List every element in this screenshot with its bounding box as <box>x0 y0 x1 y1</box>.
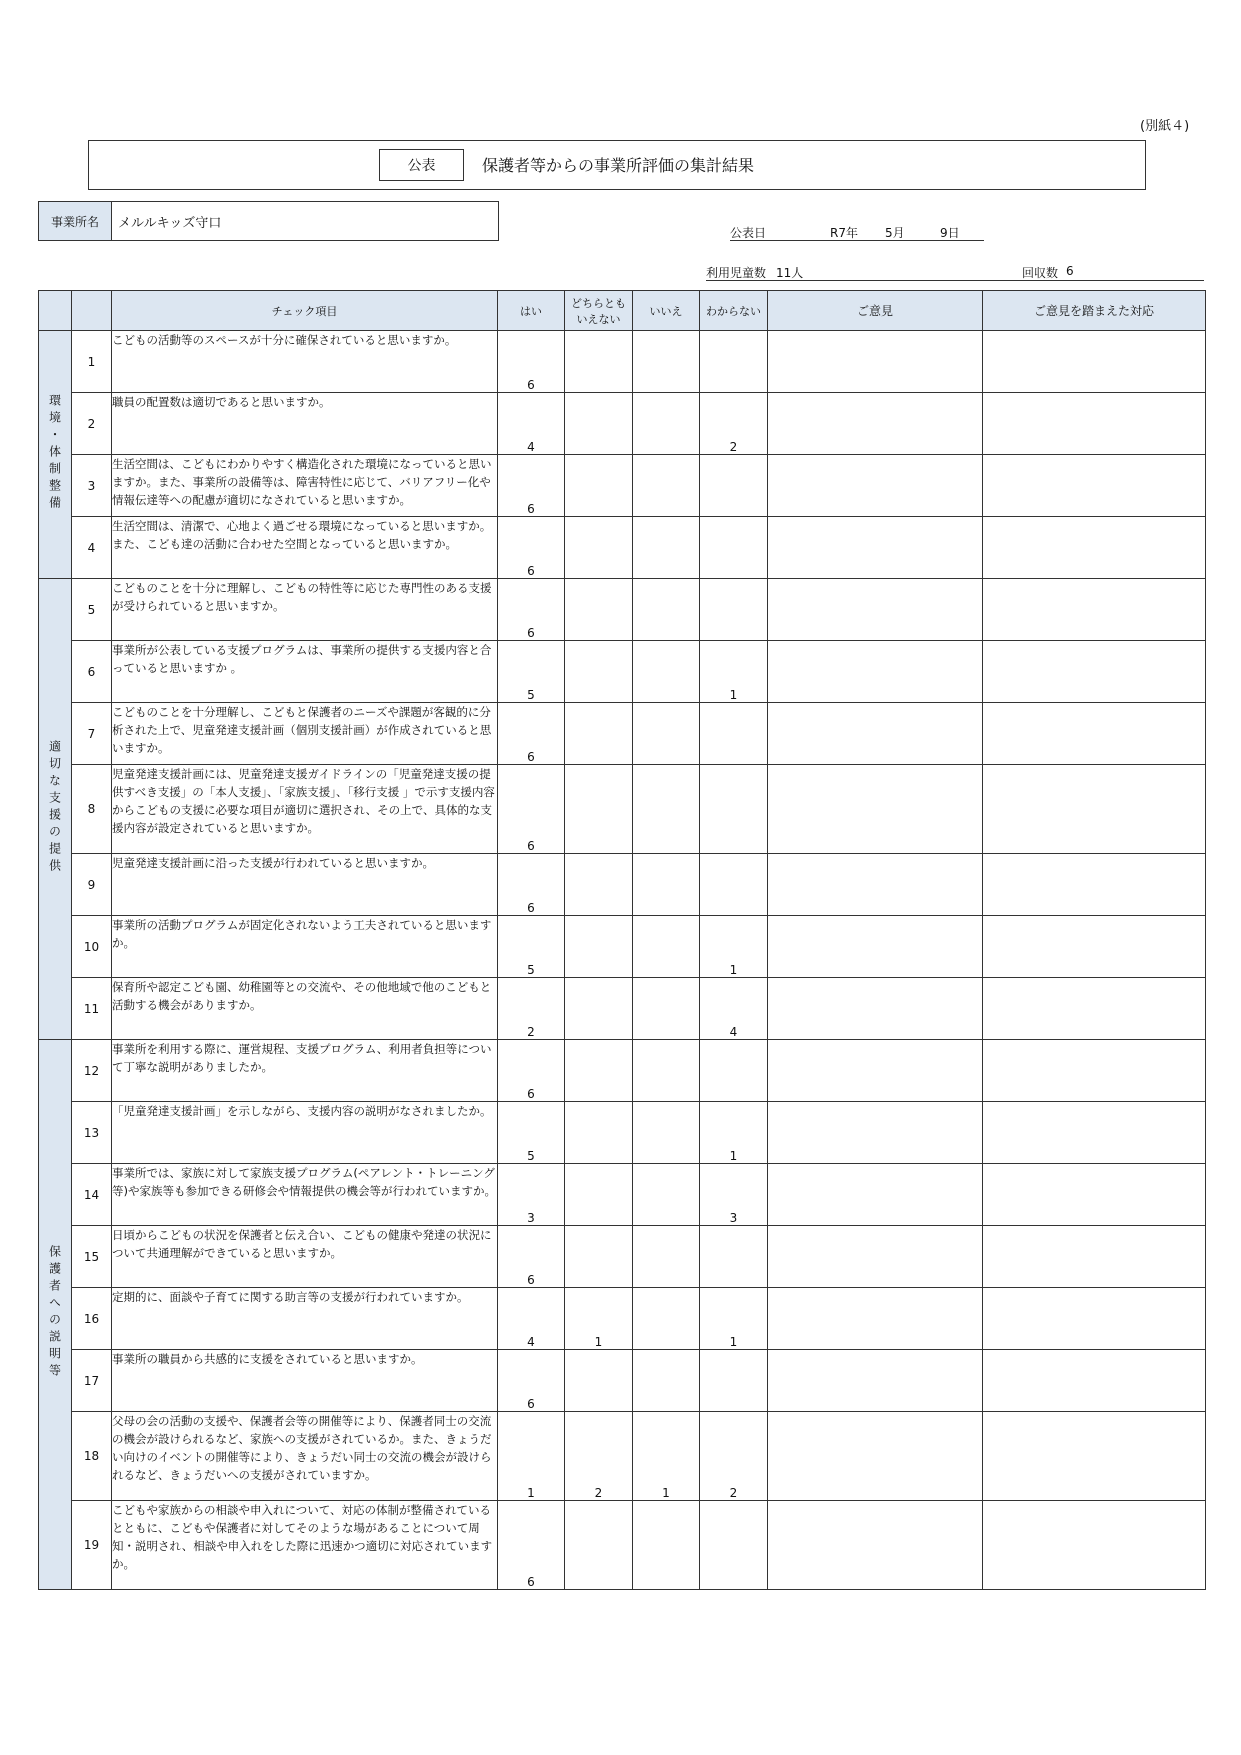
answer-no <box>633 703 700 765</box>
response-cell <box>983 1164 1206 1226</box>
answer-yes: 5 <box>498 1102 565 1164</box>
table-row <box>39 331 1206 393</box>
header-number <box>72 291 112 331</box>
category-label: 保護者への説明等 <box>47 1245 62 1381</box>
answer-unknown: 1 <box>700 1102 768 1164</box>
table-row <box>39 1288 1206 1350</box>
answer-yes: 6 <box>498 1040 565 1102</box>
answer-unknown <box>700 517 768 579</box>
answer-unknown: 3 <box>700 1164 768 1226</box>
item-number: 16 <box>72 1288 112 1350</box>
table-row <box>39 579 1206 641</box>
table-row <box>39 916 1206 978</box>
opinion-cell <box>768 1102 983 1164</box>
answer-no <box>633 1102 700 1164</box>
opinion-cell <box>768 978 983 1040</box>
answer-no <box>633 1164 700 1226</box>
answer-unknown <box>700 703 768 765</box>
item-question: 事業所を利用する際に、運営規程、支援プログラム、利用者負担等について丁寧な説明がありましたか。 <box>112 1040 498 1102</box>
answer-neutral: 1 <box>565 1288 633 1350</box>
answer-no <box>633 641 700 703</box>
header-neutral <box>565 291 633 331</box>
answer-unknown: 2 <box>700 1412 768 1501</box>
opinion-cell <box>768 517 983 579</box>
answer-unknown: 1 <box>700 916 768 978</box>
item-number: 2 <box>72 393 112 455</box>
item-question: 事業所が公表している支援プログラムは、事業所の提供する支援内容と合っていると思いますか 。 <box>112 641 498 703</box>
response-counts <box>706 262 1204 281</box>
response-cell <box>983 579 1206 641</box>
item-number: 9 <box>72 854 112 916</box>
response-cell <box>983 978 1206 1040</box>
response-cell <box>983 1040 1206 1102</box>
answer-unknown <box>700 455 768 517</box>
opinion-cell <box>768 703 983 765</box>
response-cell <box>983 455 1206 517</box>
publish-badge: 公表 <box>379 149 464 181</box>
answer-yes: 3 <box>498 1164 565 1226</box>
answer-no <box>633 331 700 393</box>
answer-no <box>633 517 700 579</box>
opinion-cell <box>768 1350 983 1412</box>
answer-yes: 6 <box>498 1350 565 1412</box>
item-number: 5 <box>72 579 112 641</box>
publication-date-year: R7年 <box>830 226 858 240</box>
answer-yes: 6 <box>498 703 565 765</box>
item-number: 15 <box>72 1226 112 1288</box>
users-count-value: 11人 <box>776 266 804 280</box>
answer-neutral <box>565 765 633 854</box>
item-question: 生活空間は、こどもにわかりやすく構造化された環境になっていると思いますか。また、事業所の設備等は、障害特性に応じて、バリアフリー化や情報伝達等への配慮が適切になされていると思いますか。 <box>112 455 498 517</box>
table-row <box>39 765 1206 854</box>
item-number: 7 <box>72 703 112 765</box>
answer-no <box>633 579 700 641</box>
response-cell <box>983 331 1206 393</box>
table-row <box>39 1412 1206 1501</box>
answer-unknown: 4 <box>700 978 768 1040</box>
answer-neutral <box>565 1350 633 1412</box>
header-no: いいえ <box>633 291 700 331</box>
opinion-cell <box>768 765 983 854</box>
answer-unknown <box>700 854 768 916</box>
answer-neutral <box>565 331 633 393</box>
item-number: 13 <box>72 1102 112 1164</box>
answer-unknown <box>700 1501 768 1590</box>
item-question: 事業所の活動プログラムが固定化されないよう工夫されていると思いますか。 <box>112 916 498 978</box>
publication-date-label: 公表日 <box>730 226 767 240</box>
answer-no <box>633 1350 700 1412</box>
response-cell <box>983 703 1206 765</box>
answer-no <box>633 1040 700 1102</box>
publication-date <box>730 222 984 241</box>
item-question: こどものことを十分理解し、こどもと保護者のニーズや課題が客観的に分析された上で、児童発達支援計画（個別支援計画）が作成されていると思いますか。 <box>112 703 498 765</box>
table-row <box>39 517 1206 579</box>
answer-yes: 6 <box>498 1501 565 1590</box>
response-cell <box>983 1102 1206 1164</box>
answer-yes: 4 <box>498 1288 565 1350</box>
table-header-row <box>39 291 1206 331</box>
table-row <box>39 1226 1206 1288</box>
answer-no <box>633 854 700 916</box>
response-cell <box>983 1288 1206 1350</box>
opinion-cell <box>768 1164 983 1226</box>
answer-neutral <box>565 517 633 579</box>
answer-unknown <box>700 1226 768 1288</box>
response-cell <box>983 765 1206 854</box>
answer-yes: 6 <box>498 854 565 916</box>
answer-yes: 6 <box>498 579 565 641</box>
answer-yes: 6 <box>498 331 565 393</box>
table-row <box>39 703 1206 765</box>
item-number: 4 <box>72 517 112 579</box>
answer-yes: 2 <box>498 978 565 1040</box>
table-row <box>39 854 1206 916</box>
item-question: 保育所や認定こども園、幼稚園等との交流や、その他地域で他のこどもと活動する機会がありますか。 <box>112 978 498 1040</box>
header-neutral-line2: いえない <box>576 312 621 326</box>
answer-neutral <box>565 579 633 641</box>
response-cell <box>983 1412 1206 1501</box>
item-number: 8 <box>72 765 112 854</box>
answer-neutral <box>565 1501 633 1590</box>
item-question: 児童発達支援計画に沿った支援が行われていると思いますか。 <box>112 854 498 916</box>
header-neutral-line1: どちらとも <box>571 296 626 310</box>
item-question: 事業所では、家族に対して家族支援プログラム(ペアレント・トレーニング等)や家族等も参加できる研修会や情報提供の機会等が行われていますか。 <box>112 1164 498 1226</box>
office-name-box <box>38 201 499 241</box>
office-name-label: 事業所名 <box>39 202 112 240</box>
item-question: 定期的に、面談や子育てに関する助言等の支援が行われていますか。 <box>112 1288 498 1350</box>
answer-neutral: 2 <box>565 1412 633 1501</box>
publication-date-month: 5月 <box>885 226 905 240</box>
opinion-cell <box>768 854 983 916</box>
returned-count-value: 6 <box>1066 264 1074 278</box>
opinion-cell <box>768 1288 983 1350</box>
response-cell <box>983 517 1206 579</box>
office-name-value: メルルキッズ守口 <box>118 215 222 231</box>
response-cell <box>983 1226 1206 1288</box>
table-row <box>39 1040 1206 1102</box>
table-row <box>39 1164 1206 1226</box>
answer-yes: 1 <box>498 1412 565 1501</box>
item-question: 日頃からこどもの状況を保護者と伝え合い、こどもの健康や発達の状況について共通理解ができていると思いますか。 <box>112 1226 498 1288</box>
opinion-cell <box>768 1501 983 1590</box>
answer-yes: 6 <box>498 455 565 517</box>
response-cell <box>983 1350 1206 1412</box>
opinion-cell <box>768 1040 983 1102</box>
item-number: 19 <box>72 1501 112 1590</box>
answer-no <box>633 455 700 517</box>
item-number: 10 <box>72 916 112 978</box>
opinion-cell <box>768 1226 983 1288</box>
table-row <box>39 641 1206 703</box>
answer-no: 1 <box>633 1412 700 1501</box>
item-number: 17 <box>72 1350 112 1412</box>
header-category <box>39 291 72 331</box>
answer-unknown <box>700 765 768 854</box>
opinion-cell <box>768 455 983 517</box>
item-number: 14 <box>72 1164 112 1226</box>
opinion-cell <box>768 579 983 641</box>
category-label: 環境・体制整備 <box>47 393 62 513</box>
opinion-cell <box>768 331 983 393</box>
answer-neutral <box>565 703 633 765</box>
page-title: 保護者等からの事業所評価の集計結果 <box>482 156 755 175</box>
answer-neutral <box>565 1226 633 1288</box>
returned-count-label: 回収数 <box>1022 266 1059 280</box>
answer-no <box>633 765 700 854</box>
answer-neutral <box>565 916 633 978</box>
response-cell <box>983 641 1206 703</box>
item-question: 生活空間は、清潔で、心地よく過ごせる環境になっていると思いますか。また、こども達の活動に合わせた空間となっていると思いますか。 <box>112 517 498 579</box>
evaluation-table <box>38 290 1206 1590</box>
answer-neutral <box>565 455 633 517</box>
users-count-label: 利用児童数 <box>706 266 767 280</box>
item-number: 18 <box>72 1412 112 1501</box>
answer-neutral <box>565 641 633 703</box>
answer-unknown: 1 <box>700 641 768 703</box>
item-question: こどものことを十分に理解し、こどもの特性等に応じた専門性のある支援が受けられていると思いますか。 <box>112 579 498 641</box>
opinion-cell <box>768 1412 983 1501</box>
category-explanation <box>39 1040 72 1590</box>
answer-neutral <box>565 1102 633 1164</box>
item-number: 11 <box>72 978 112 1040</box>
answer-no <box>633 916 700 978</box>
answer-unknown: 2 <box>700 393 768 455</box>
answer-unknown <box>700 1040 768 1102</box>
header-unknown: わからない <box>700 291 768 331</box>
response-cell <box>983 854 1206 916</box>
response-cell <box>983 1501 1206 1590</box>
item-number: 1 <box>72 331 112 393</box>
item-question: 職員の配置数は適切であると思いますか。 <box>112 393 498 455</box>
answer-unknown <box>700 331 768 393</box>
category-environment <box>39 331 72 579</box>
item-number: 6 <box>72 641 112 703</box>
answer-unknown <box>700 1350 768 1412</box>
category-support <box>39 579 72 1040</box>
category-label: 適切な支援の提供 <box>47 739 62 876</box>
response-cell <box>983 393 1206 455</box>
response-cell <box>983 916 1206 978</box>
answer-no <box>633 393 700 455</box>
answer-neutral <box>565 1040 633 1102</box>
table-row <box>39 1350 1206 1412</box>
answer-neutral <box>565 978 633 1040</box>
answer-neutral <box>565 854 633 916</box>
item-question: 児童発達支援計画には、児童発達支援ガイドラインの「児童発達支援の提供すべき支援」の「本人支援」、「家族支援」、「移行支援 」で示す支援内容からこどもの支援に必要な項目が適切に選択され、その上で、具体的な支援内容が設定されていると思いますか。 <box>112 765 498 854</box>
answer-no <box>633 1501 700 1590</box>
header-response: ご意見を踏まえた対応 <box>983 291 1206 331</box>
answer-yes: 5 <box>498 916 565 978</box>
header-opinion: ご意見 <box>768 291 983 331</box>
opinion-cell <box>768 916 983 978</box>
item-question: 父母の会の活動の支援や、保護者会等の開催等により、保護者同士の交流の機会が設けられるなど、家族への支援がされているか。また、きょうだい向けのイベントの開催等により、きょうだい同士の交流の機会が設けられるなど、きょうだいへの支援がされていますか。 <box>112 1412 498 1501</box>
item-number: 3 <box>72 455 112 517</box>
item-question: 「児童発達支援計画」を示しながら、支援内容の説明がなされましたか。 <box>112 1102 498 1164</box>
publication-date-day: 9日 <box>940 226 960 240</box>
table-row <box>39 393 1206 455</box>
table-row <box>39 1501 1206 1590</box>
table-row <box>39 1102 1206 1164</box>
appendix-label: (別紙４) <box>1140 119 1190 134</box>
answer-yes: 5 <box>498 641 565 703</box>
answer-yes: 6 <box>498 765 565 854</box>
answer-unknown <box>700 579 768 641</box>
answer-no <box>633 1288 700 1350</box>
header-yes: はい <box>498 291 565 331</box>
answer-yes: 6 <box>498 1226 565 1288</box>
table-row <box>39 978 1206 1040</box>
answer-neutral <box>565 1164 633 1226</box>
answer-unknown: 1 <box>700 1288 768 1350</box>
table-row <box>39 455 1206 517</box>
answer-no <box>633 1226 700 1288</box>
answer-no <box>633 978 700 1040</box>
answer-neutral <box>565 393 633 455</box>
header-item: チェック項目 <box>112 291 498 331</box>
answer-yes: 6 <box>498 517 565 579</box>
item-question: 事業所の職員から共感的に支援をされていると思いますか。 <box>112 1350 498 1412</box>
item-question: こどもや家族からの相談や申入れについて、対応の体制が整備されているとともに、こどもや保護者に対してそのような場があることについて周知・説明され、相談や申入れをした際に迅速かつ適切に対応されていますか。 <box>112 1501 498 1590</box>
opinion-cell <box>768 641 983 703</box>
opinion-cell <box>768 393 983 455</box>
answer-yes: 4 <box>498 393 565 455</box>
item-question: こどもの活動等のスペースが十分に確保されていると思いますか。 <box>112 331 498 393</box>
item-number: 12 <box>72 1040 112 1102</box>
